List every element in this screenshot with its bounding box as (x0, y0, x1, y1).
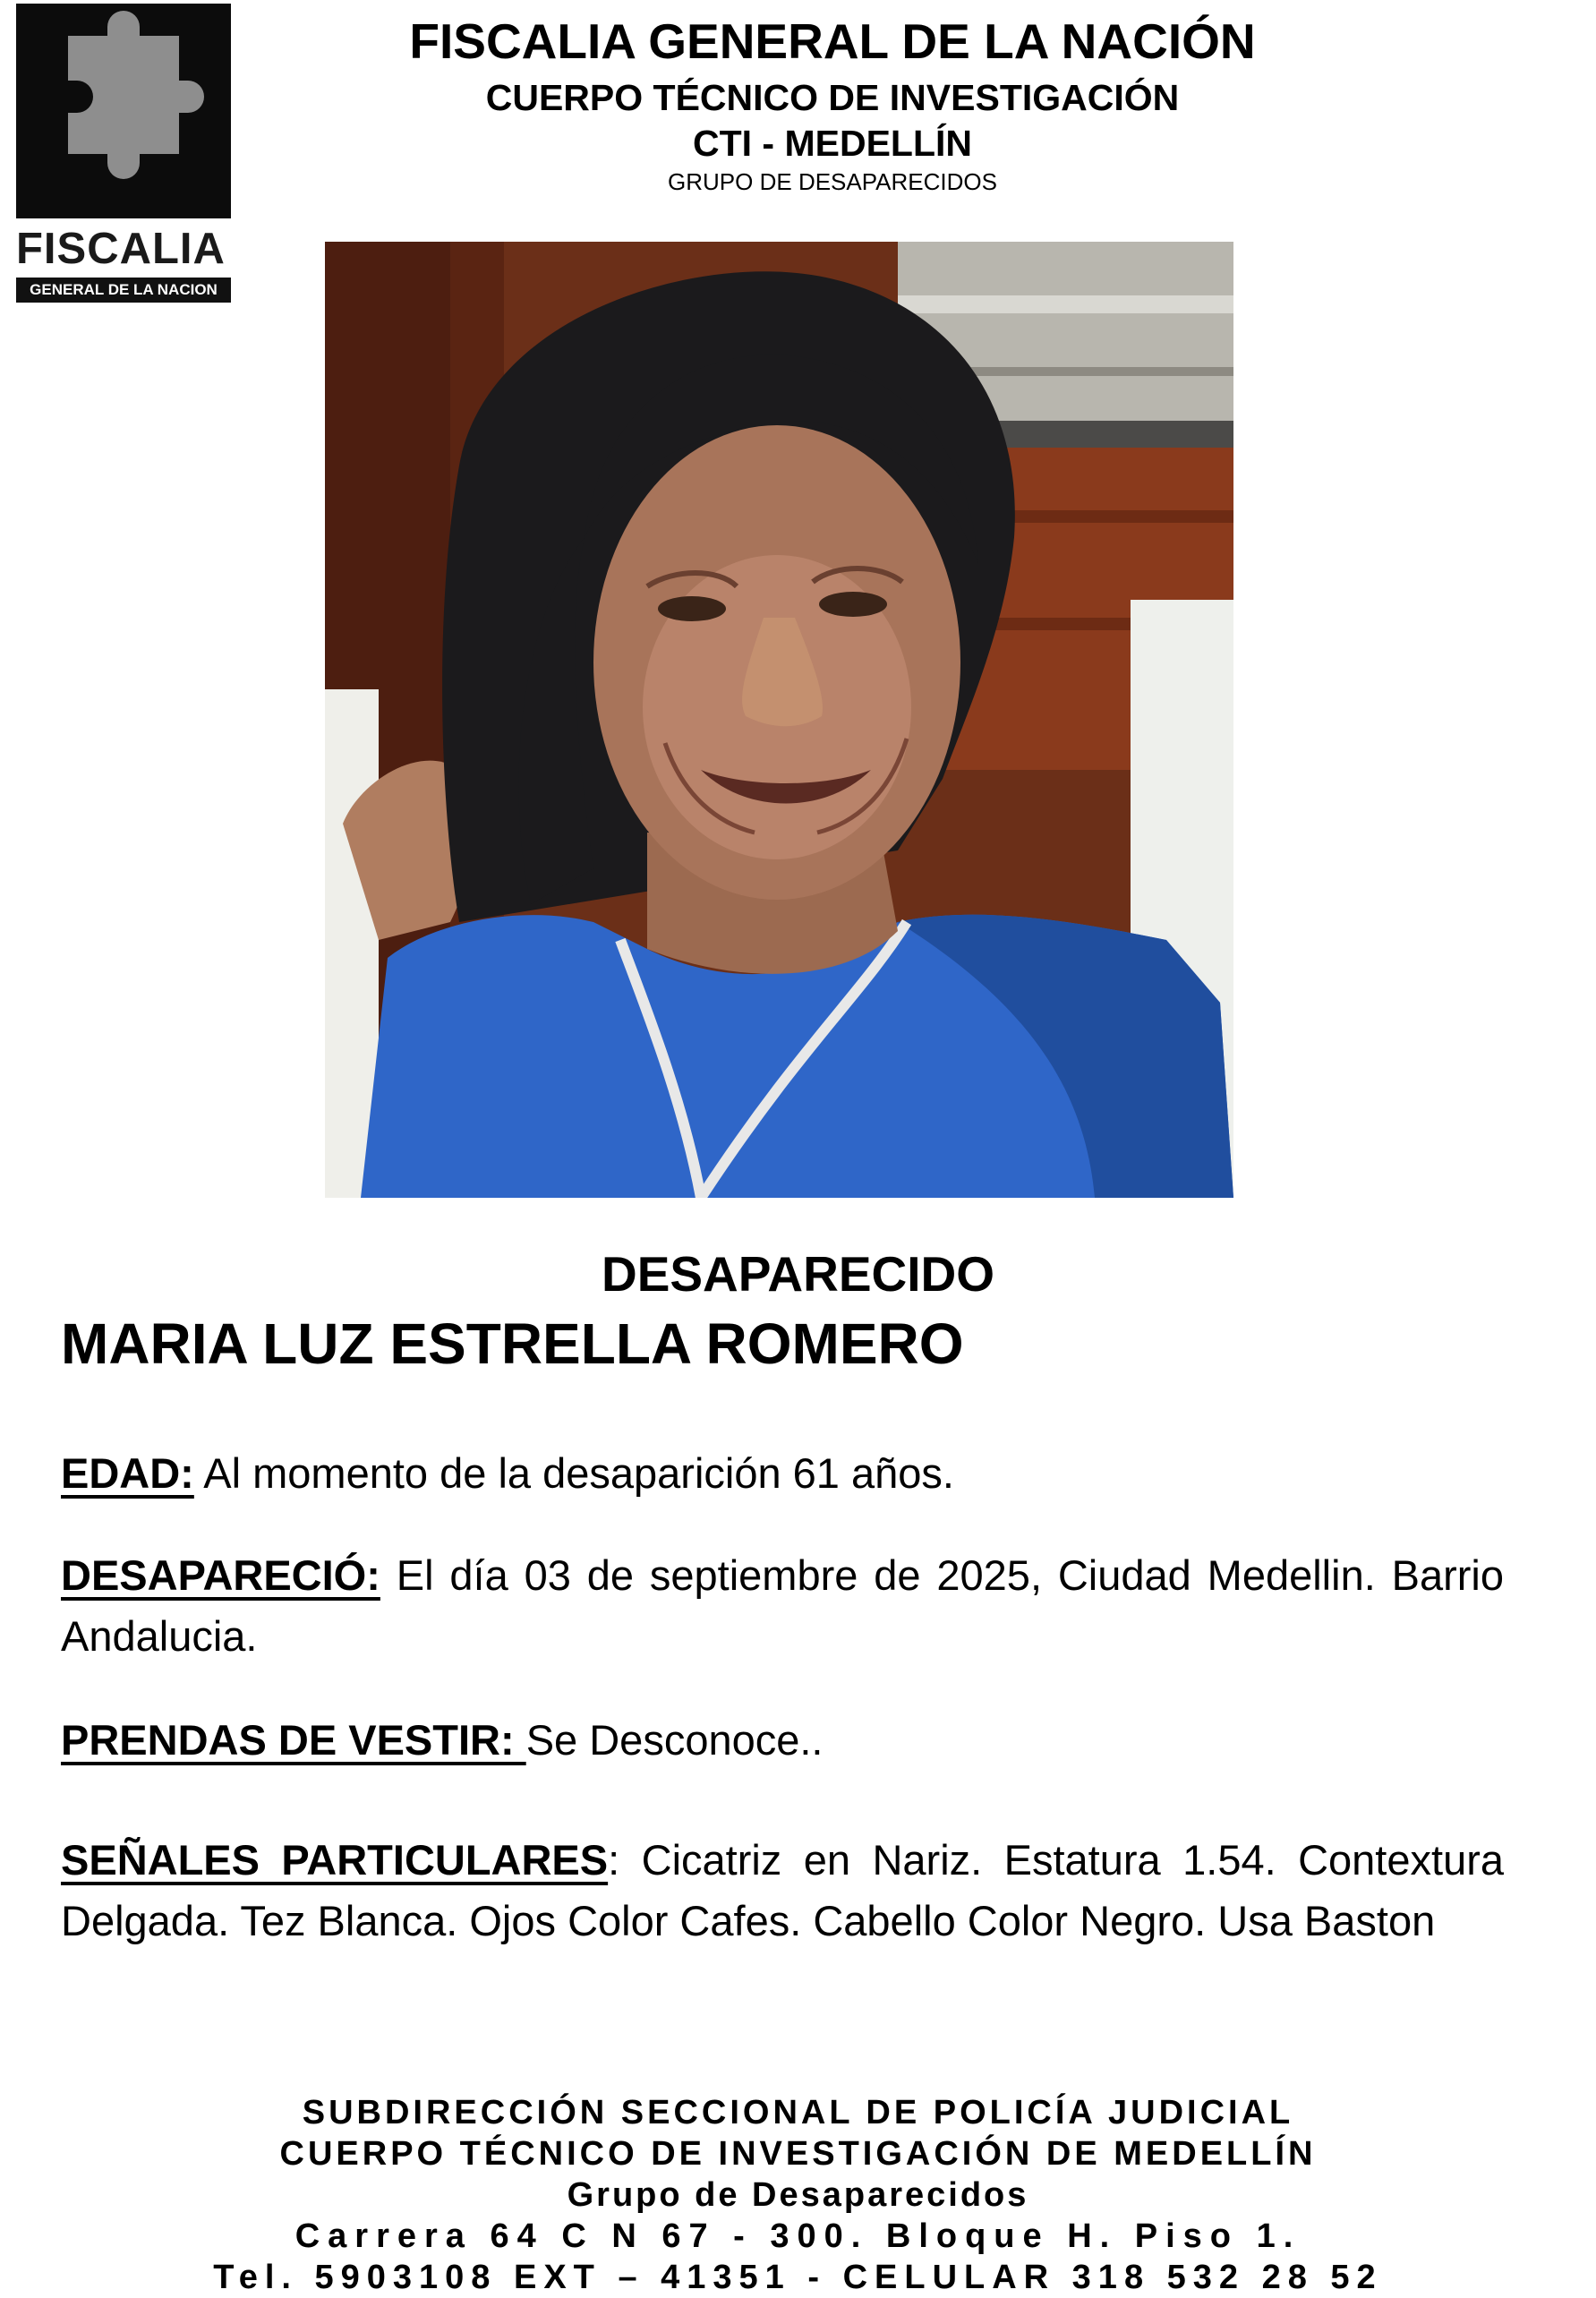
puzzle-piece-icon (16, 4, 231, 218)
footer-line-address: Carrera 64 C N 67 - 300. Bloque H. Piso 1. (294, 2217, 1302, 2255)
footer-contact (0, 2092, 1596, 2298)
logo-title: FISCALIA (16, 225, 226, 273)
field-senales (61, 1830, 1504, 1952)
field-prendas-value: Se Desconoce.. (525, 1716, 824, 1764)
footer-line-cuerpo: CUERPO TÉCNICO DE INVESTIGACIÓN DE MEDELLÍN (279, 2135, 1317, 2173)
field-senales-value: Cicatriz en Nariz. Estatura 1.54. Contextura Delgada. Tez Blanca. Ojos Color Cafes. Cabello Color Negro. Usa Baston (61, 1836, 1504, 1944)
person-name: MARIA LUZ ESTRELLA ROMERO (61, 1311, 964, 1376)
header-title: FISCALIA GENERAL DE LA NACIÓN (409, 13, 1256, 69)
missing-person-photo (325, 242, 1233, 1198)
footer-line-grupo: Grupo de Desaparecidos (567, 2176, 1029, 2214)
field-senales-separator: : (608, 1836, 620, 1884)
status-heading: DESAPARECIDO (601, 1246, 995, 1302)
field-edad (61, 1443, 1504, 1504)
header-group: GRUPO DE DESAPARECIDOS (668, 168, 997, 195)
fiscalia-logo (16, 4, 233, 304)
footer-line-phone: Tel. 5903108 EXT – 41351 - CELULAR 318 532 28 52 (213, 2259, 1383, 2296)
logo-subtitle: GENERAL DE LA NACION (16, 278, 231, 303)
logo-emblem (16, 4, 231, 218)
footer-line-subdireccion: SUBDIRECCIÓN SECCIONAL DE POLICÍA JUDICIAL (302, 2094, 1294, 2131)
portrait-illustration (325, 242, 1233, 1198)
field-desaparecio-label: DESAPARECIÓ: (61, 1551, 380, 1599)
field-prendas (61, 1710, 1504, 1771)
field-prendas-label: PRENDAS DE VESTIR: (61, 1716, 526, 1764)
field-desaparecio-value: El día 03 de septiembre de 2025, Ciudad Medellin. Barrio Andalucia. (61, 1551, 1504, 1660)
header-subtitle: CUERPO TÉCNICO DE INVESTIGACIÓN (485, 77, 1180, 118)
field-senales-label: SEÑALES PARTICULARES (61, 1836, 609, 1884)
header (295, 7, 1370, 197)
field-edad-label: EDAD: (61, 1449, 194, 1497)
field-edad-value: Al momento de la desaparición 61 años. (193, 1449, 954, 1497)
header-office: CTI - MEDELLÍN (692, 123, 973, 164)
field-desaparecio (61, 1545, 1504, 1667)
